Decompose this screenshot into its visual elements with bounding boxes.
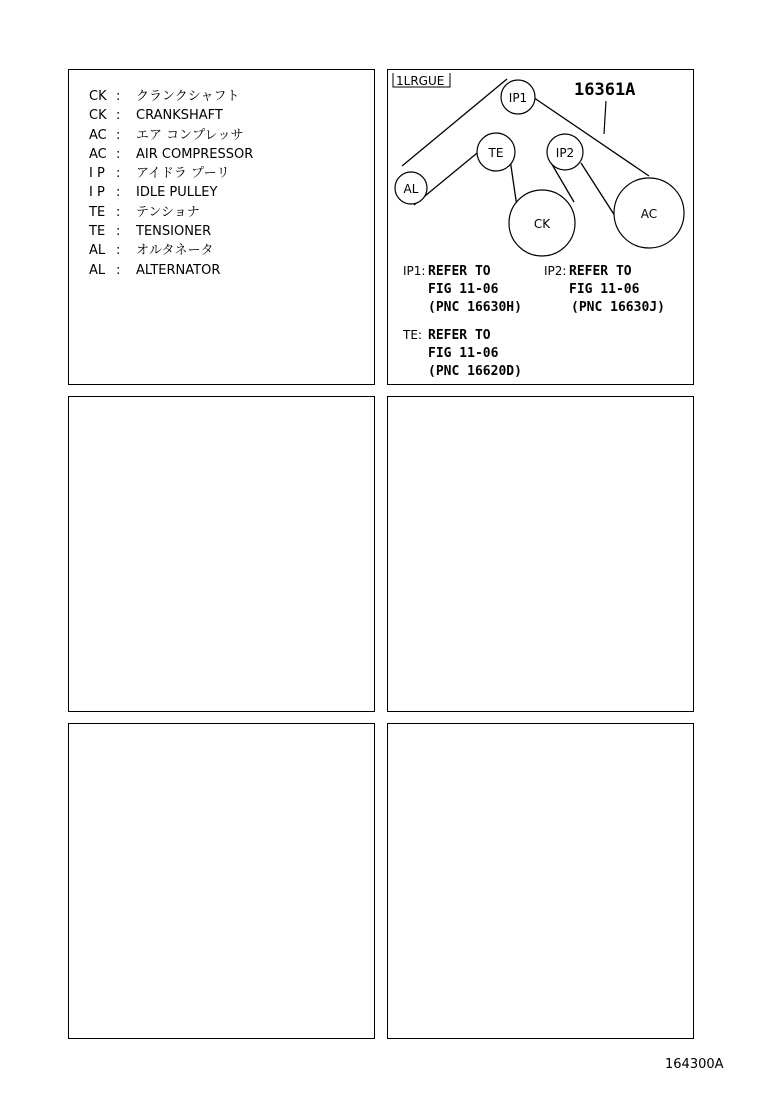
legend-text: オルタネータ — [136, 243, 214, 259]
te-note-line2: FIG 11-06 — [428, 346, 499, 361]
belt-segment — [581, 163, 615, 216]
legend-text: CRANKSHAFT — [136, 108, 223, 124]
legend-colon: : — [116, 146, 121, 162]
legend-colon: : — [116, 262, 121, 278]
legend-code: AC — [89, 127, 107, 143]
legend-colon: : — [116, 127, 121, 143]
legend-text: エア コンプレッサ — [136, 127, 244, 143]
ip1-note-line2: FIG 11-06 — [428, 282, 499, 297]
part-number-label: 16361A — [574, 80, 636, 100]
ip1-label: IP1 — [508, 91, 528, 105]
legend-text: クランクシャフト — [136, 89, 240, 104]
legend-code: AL — [89, 243, 106, 259]
legend-code: TE — [89, 204, 106, 220]
ip2-note-line3: (PNC 16630J) — [571, 300, 665, 315]
reference-notes — [402, 264, 665, 379]
legend-item — [89, 261, 253, 280]
legend-code: TE — [89, 224, 106, 240]
legend-text: AIR COMPRESSOR — [136, 146, 254, 162]
legend-code: I P — [89, 166, 105, 182]
part-number-leader — [604, 101, 606, 134]
belt-routing-diagram — [388, 70, 693, 384]
empty-panel — [387, 396, 694, 712]
legend-colon: : — [116, 243, 121, 259]
legend-item — [89, 87, 253, 106]
legend-code: I P — [89, 185, 105, 201]
te-note-line3: (PNC 16620D) — [428, 364, 522, 379]
legend-list — [89, 87, 253, 280]
legend-item — [89, 241, 253, 260]
belt-diagram-panel — [387, 69, 694, 385]
belt-segment — [524, 91, 649, 176]
legend-item — [89, 183, 253, 202]
figure-number: 164300A — [665, 1057, 724, 1072]
legend-code: AC — [89, 146, 107, 162]
legend-text: IDLE PULLEY — [136, 185, 218, 201]
ck-label: CK — [533, 217, 551, 231]
legend-text: ALTERNATOR — [136, 262, 221, 278]
te-note-label: TE: — [403, 328, 422, 342]
legend-colon: : — [116, 108, 121, 124]
legend-item — [89, 145, 253, 164]
legend-item — [89, 106, 253, 125]
legend-code: CK — [89, 89, 107, 104]
legend-text: TENSIONER — [136, 224, 212, 240]
legend-item — [89, 203, 253, 222]
ip2-note-line2: FIG 11-06 — [569, 282, 640, 297]
ip2-label: IP2 — [555, 146, 575, 160]
legend-colon: : — [116, 224, 121, 240]
ip2-note-label: IP2: — [544, 264, 567, 278]
ip2-note-line1: REFER TO — [569, 264, 632, 279]
empty-panel — [68, 396, 375, 712]
ip1-note-line1: REFER TO — [428, 264, 491, 279]
legend-text: アイドラ プーリ — [136, 166, 230, 182]
ip1-note-label: IP1: — [403, 264, 426, 278]
te-note-line1: REFER TO — [428, 328, 491, 343]
legend-item — [89, 126, 253, 145]
legend-text: テンショナ — [136, 204, 200, 220]
legend-colon: : — [116, 185, 121, 201]
legend-code: CK — [89, 108, 107, 124]
legend-item — [89, 164, 253, 183]
empty-panel — [68, 723, 375, 1039]
empty-panel — [387, 723, 694, 1039]
te-label: TE — [488, 146, 504, 160]
legend-colon: : — [116, 204, 121, 220]
legend-code: AL — [89, 262, 106, 278]
legend-colon: : — [116, 89, 121, 104]
al-label: AL — [403, 182, 419, 196]
legend-panel — [68, 69, 375, 385]
legend-item — [89, 222, 253, 241]
ac-label: AC — [640, 207, 658, 221]
engine-code-label: 1LRGUE — [396, 74, 445, 88]
legend-colon: : — [116, 166, 121, 182]
ip1-note-line3: (PNC 16630H) — [428, 300, 522, 315]
